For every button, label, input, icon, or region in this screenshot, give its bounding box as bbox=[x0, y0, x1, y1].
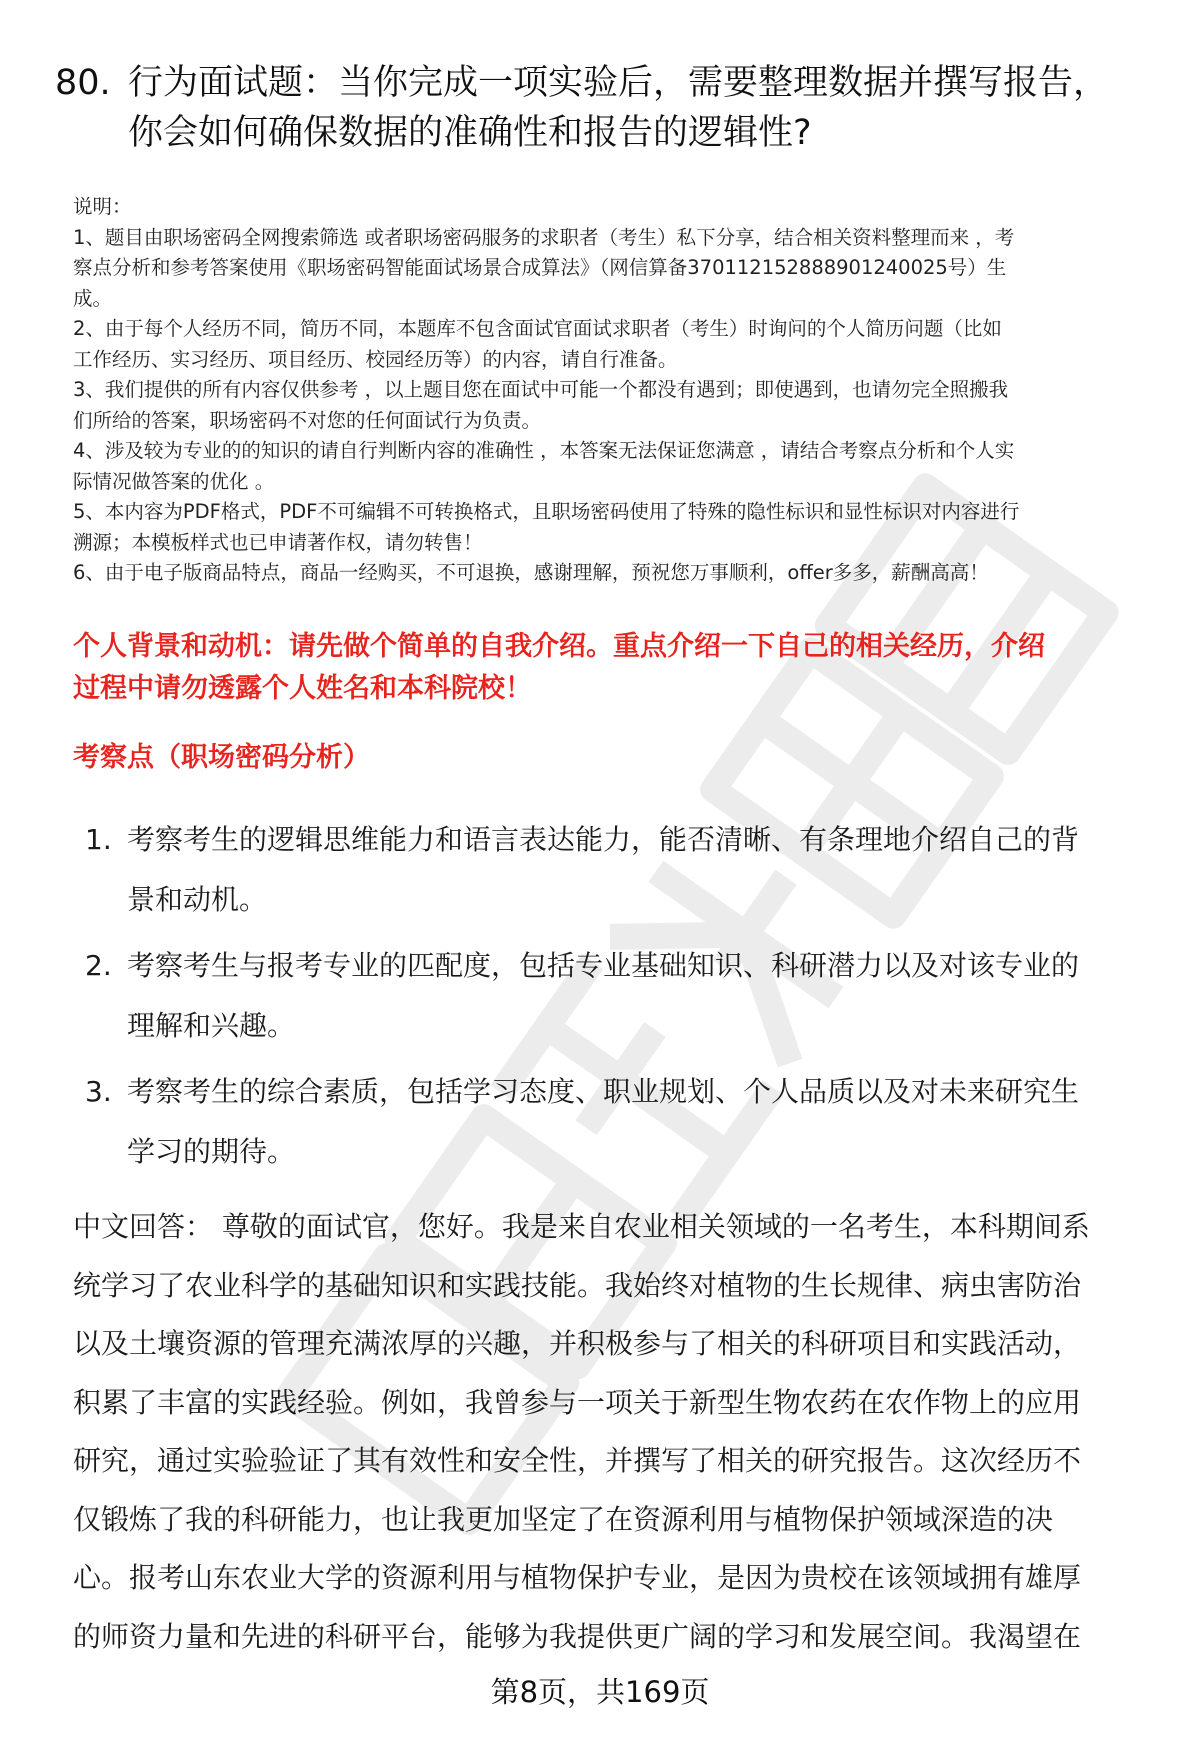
notes-line: 6、由于电子版商品特点，商品一经购买，不可退换，感谢理解，预祝您万事顺利，offer多多，薪酬高高！ bbox=[73, 561, 989, 584]
section-heading-line: 个人背景和动机：请先做个简单的自我介绍。重点介绍一下自己的相关经历，介绍 bbox=[73, 631, 1045, 662]
list-item bbox=[85, 936, 1165, 1056]
notes-line: 1、题目由职场密码全网搜索筛选 或者职场密码服务的求职者（考生）私下分享，结合相关资料整理而来 ，考 bbox=[73, 225, 1015, 249]
notes-line: 溯源；本模板样式也已申请著作权，请勿转售！ bbox=[73, 530, 483, 554]
question-number: 80. bbox=[55, 63, 111, 103]
question-title-line: 行为面试题：当你完成一项实验后，需要整理数据并撰写报告， bbox=[128, 63, 1109, 103]
notes-line: 说明： bbox=[73, 195, 132, 218]
answer-line: 的师资力量和先进的科研平台，能够为我提供更广阔的学习和发展空间。我渴望在 bbox=[73, 1619, 1082, 1653]
section-heading-background bbox=[73, 626, 1163, 710]
chinese-answer bbox=[73, 1198, 1163, 1666]
list-item-text: 考察考生的逻辑思维能力和语言表达能力，能否清晰、有条理地介绍自己的背 bbox=[127, 823, 1080, 856]
notes-line: 们所给的答案，职场密码不对您的任何面试行为负责。 bbox=[73, 408, 542, 432]
list-item-number: 2. bbox=[85, 949, 112, 982]
analysis-points-list bbox=[85, 810, 1165, 1188]
list-item-number: 3. bbox=[85, 1075, 112, 1108]
notes-line: 2、由于每个人经历不同，简历不同，本题库不包含面试官面试求职者（考生）时询问的个人简历问题（比如 bbox=[73, 317, 1002, 340]
notes-line: 5、本内容为PDF格式，PDF不可编辑不可转换格式，且职场密码使用了特殊的隐性标识和显性标识对内容进行 bbox=[73, 500, 1020, 523]
list-item-text: 考察考生的综合素质，包括学习态度、职业规划、个人品质以及对未来研究生 bbox=[127, 1075, 1080, 1108]
answer-line: 以及土壤资源的管理充满浓厚的兴趣，并积极参与了相关的科研项目和实践活动， bbox=[73, 1327, 1082, 1360]
answer-line: 统学习了农业科学的基础知识和实践技能。我始终对植物的生长规律、病虫害防治 bbox=[73, 1268, 1082, 1302]
answer-line: 积累了丰富的实践经验。例如，我曾参与一项关于新型生物农药在农作物上的应用 bbox=[73, 1385, 1082, 1419]
list-item-number: 1. bbox=[85, 823, 112, 856]
list-item-text: 考察考生与报考专业的匹配度，包括专业基础知识、科研潜力以及对该专业的 bbox=[127, 949, 1080, 982]
answer-line: 中文回答： 尊敬的面试官，您好。我是来自农业相关领域的一名考生，本科期间系 bbox=[73, 1210, 1090, 1243]
answer-line: 心。报考山东农业大学的资源利用与植物保护专业，是因为贵校在该领域拥有雄厚 bbox=[73, 1561, 1082, 1594]
notes-line: 工作经历、实习经历、项目经历、校园经历等）的内容，请自行准备。 bbox=[73, 347, 678, 371]
analysis-heading: 考察点（职场密码分析） bbox=[73, 742, 370, 773]
question-title-line: 你会如何确保数据的准确性和报告的逻辑性? bbox=[128, 113, 812, 153]
list-item bbox=[85, 810, 1165, 930]
answer-line: 研究，通过实验验证了其有效性和安全性，并撰写了相关的研究报告。这次经历不 bbox=[73, 1444, 1082, 1477]
list-item bbox=[85, 1062, 1165, 1182]
notes-line: 察点分析和参考答案使用《职场密码智能面试场景合成算法》（网信算备370112152888901240025号）生 bbox=[73, 256, 1007, 279]
section-heading-line: 过程中请勿透露个人姓名和本科院校！ bbox=[73, 673, 532, 704]
disclaimer-notes bbox=[73, 192, 1158, 589]
list-item-text: 学习的期待。 bbox=[127, 1135, 296, 1168]
list-item-text: 景和动机。 bbox=[127, 883, 268, 916]
page-footer: 第8页，共169页 bbox=[490, 1675, 710, 1709]
notes-line: 3、我们提供的所有内容仅供参考 ，以上题目您在面试中可能一个都没有遇到；即使遇到，也请勿完全照搬我 bbox=[73, 378, 1009, 401]
answer-line: 仅锻炼了我的科研能力，也让我更加坚定了在资源利用与植物保护领域深造的决 bbox=[73, 1502, 1054, 1536]
notes-line: 4、涉及较为专业的的知识的请自行判断内容的准确性 ，本答案无法保证您满意 ，请结合考察点分析和个人实 bbox=[73, 439, 1015, 462]
notes-line: 际情况做答案的优化 。 bbox=[73, 469, 275, 493]
notes-line: 成。 bbox=[73, 286, 113, 310]
question-title bbox=[55, 58, 1165, 158]
list-item-text: 理解和兴趣。 bbox=[127, 1009, 296, 1042]
